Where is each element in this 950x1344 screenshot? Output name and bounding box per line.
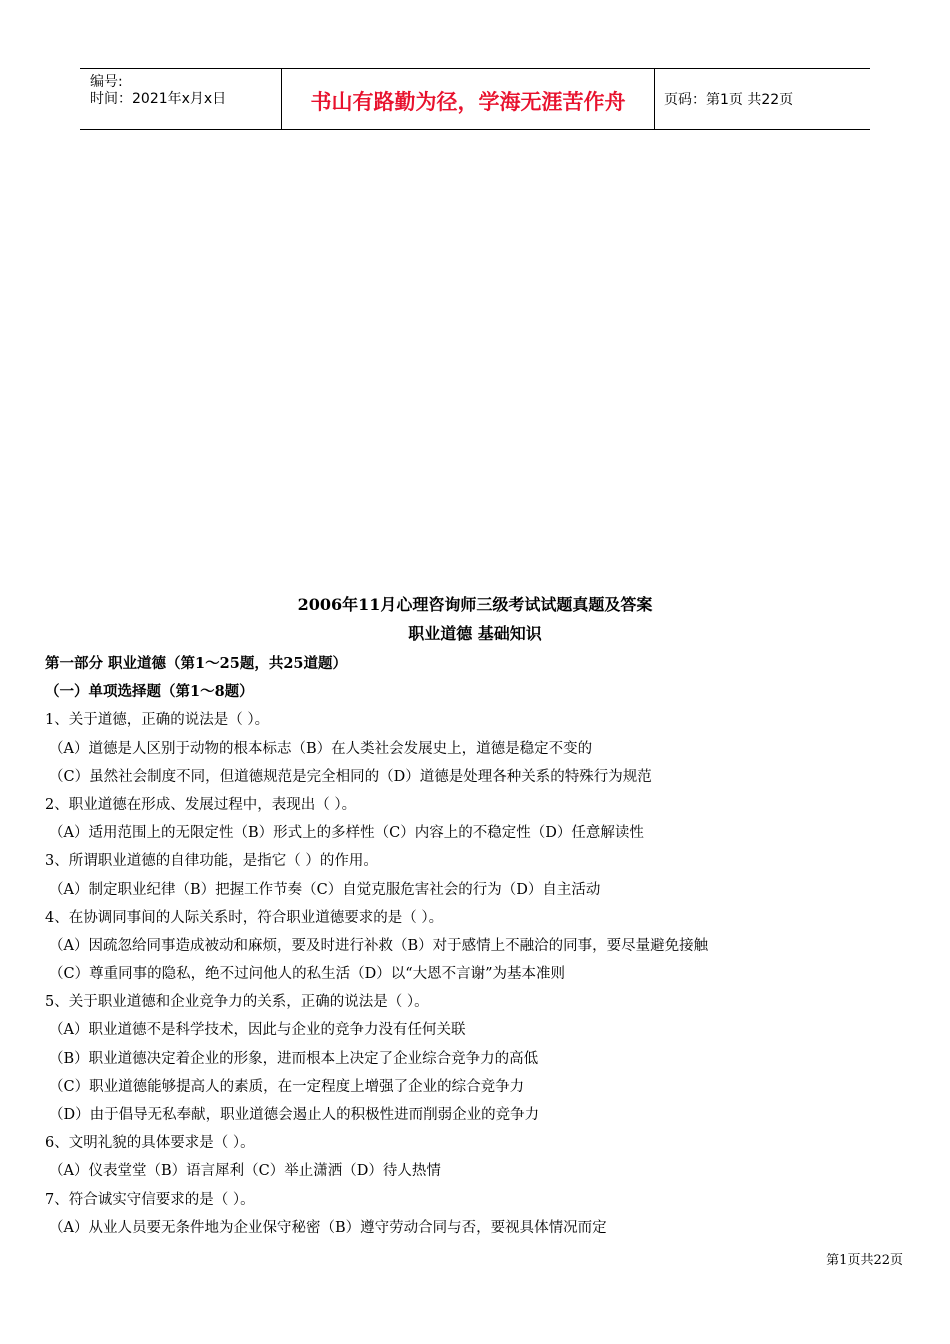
header-motto-cell [281, 69, 655, 129]
question-4: 4、在协调同事间的人际关系时，符合职业道德要求的是（ ）。 [45, 909, 444, 926]
question-1: 1、关于道德，正确的说法是（ ）。 [45, 712, 270, 729]
section-heading: 第一部分 职业道德（第1～25题，共25道题） [45, 655, 347, 672]
page-footer: 第1页共22页 [826, 1253, 903, 1268]
document-number-label: 编号: [90, 74, 123, 90]
question-3-options: （A）制定职业纪律（B）把握工作节奏（C）自觉克服危害社会的行为（D）自主活动 [49, 881, 601, 898]
question-5-option-b: （B）职业道德决定着企业的形象，进而根本上决定了企业综合竞争力的高低 [49, 1050, 539, 1067]
question-5-option-d: （D）由于倡导无私奉献，职业道德会遏止人的积极性进而削弱企业的竞争力 [49, 1107, 540, 1123]
header-page-cell [655, 69, 870, 129]
question-2-options: （A）适用范围上的无限定性（B）形式上的多样性（C）内容上的不稳定性（D）任意解读性 [49, 825, 644, 842]
question-1-options-ab: （A）道德是人区别于动物的根本标志（B）在人类社会发展史上，道德是稳定不变的 [49, 740, 593, 757]
header-page-info: 页码：第1页 共22页 [664, 92, 794, 108]
header-meta-cell [80, 69, 280, 129]
header-table [80, 68, 870, 130]
question-6: 6、文明礼貌的具体要求是（ ）。 [45, 1135, 255, 1152]
question-5-option-c: （C）职业道德能够提高人的素质，在一定程度上增强了企业的综合竞争力 [49, 1078, 525, 1095]
question-1-options-cd: （C）虽然社会制度不同，但道德规范是完全相同的（D）道德是处理各种关系的特殊行为规范 [49, 768, 652, 785]
question-5-option-a: （A）职业道德不是科学技术，因此与企业的竞争力没有任何关联 [49, 1022, 466, 1039]
question-2: 2、职业道德在形成、发展过程中，表现出（ ）。 [45, 796, 357, 813]
question-6-options: （A）仪表堂堂（B）语言犀利（C）举止潇洒（D）待人热情 [49, 1163, 441, 1180]
header-motto: 书山有路勤为径，学海无涯苦作舟 [310, 90, 626, 114]
question-4-options-ab: （A）因疏忽给同事造成被动和麻烦，要及时进行补救（B）对于感情上不融洽的同事，要尽量避免接触 [49, 937, 709, 954]
document-title: 2006年11月心理咨询师三级考试试题真题及答案 [297, 595, 653, 614]
question-7-options-ab: （A）从业人员要无条件地为企业保守秘密（B）遵守劳动合同与否，要视具体情况而定 [49, 1219, 607, 1236]
question-5: 5、关于职业道德和企业竞争力的关系，正确的说法是（ ）。 [45, 994, 429, 1011]
document-time-label: 时间：2021年x月x日 [90, 91, 227, 107]
question-3: 3、所谓职业道德的自律功能，是指它（ ）的作用。 [45, 853, 378, 870]
subsection-heading: （一）单项选择题（第1～8题） [45, 683, 254, 701]
document-subtitle: 职业道德 基础知识 [408, 624, 542, 643]
document-body [45, 650, 905, 1242]
question-4-options-cd: （C）尊重同事的隐私，绝不过问他人的私生活（D）以“大恩不言谢”为基本准则 [49, 966, 566, 983]
question-7: 7、符合诚实守信要求的是（ ）。 [45, 1191, 255, 1208]
